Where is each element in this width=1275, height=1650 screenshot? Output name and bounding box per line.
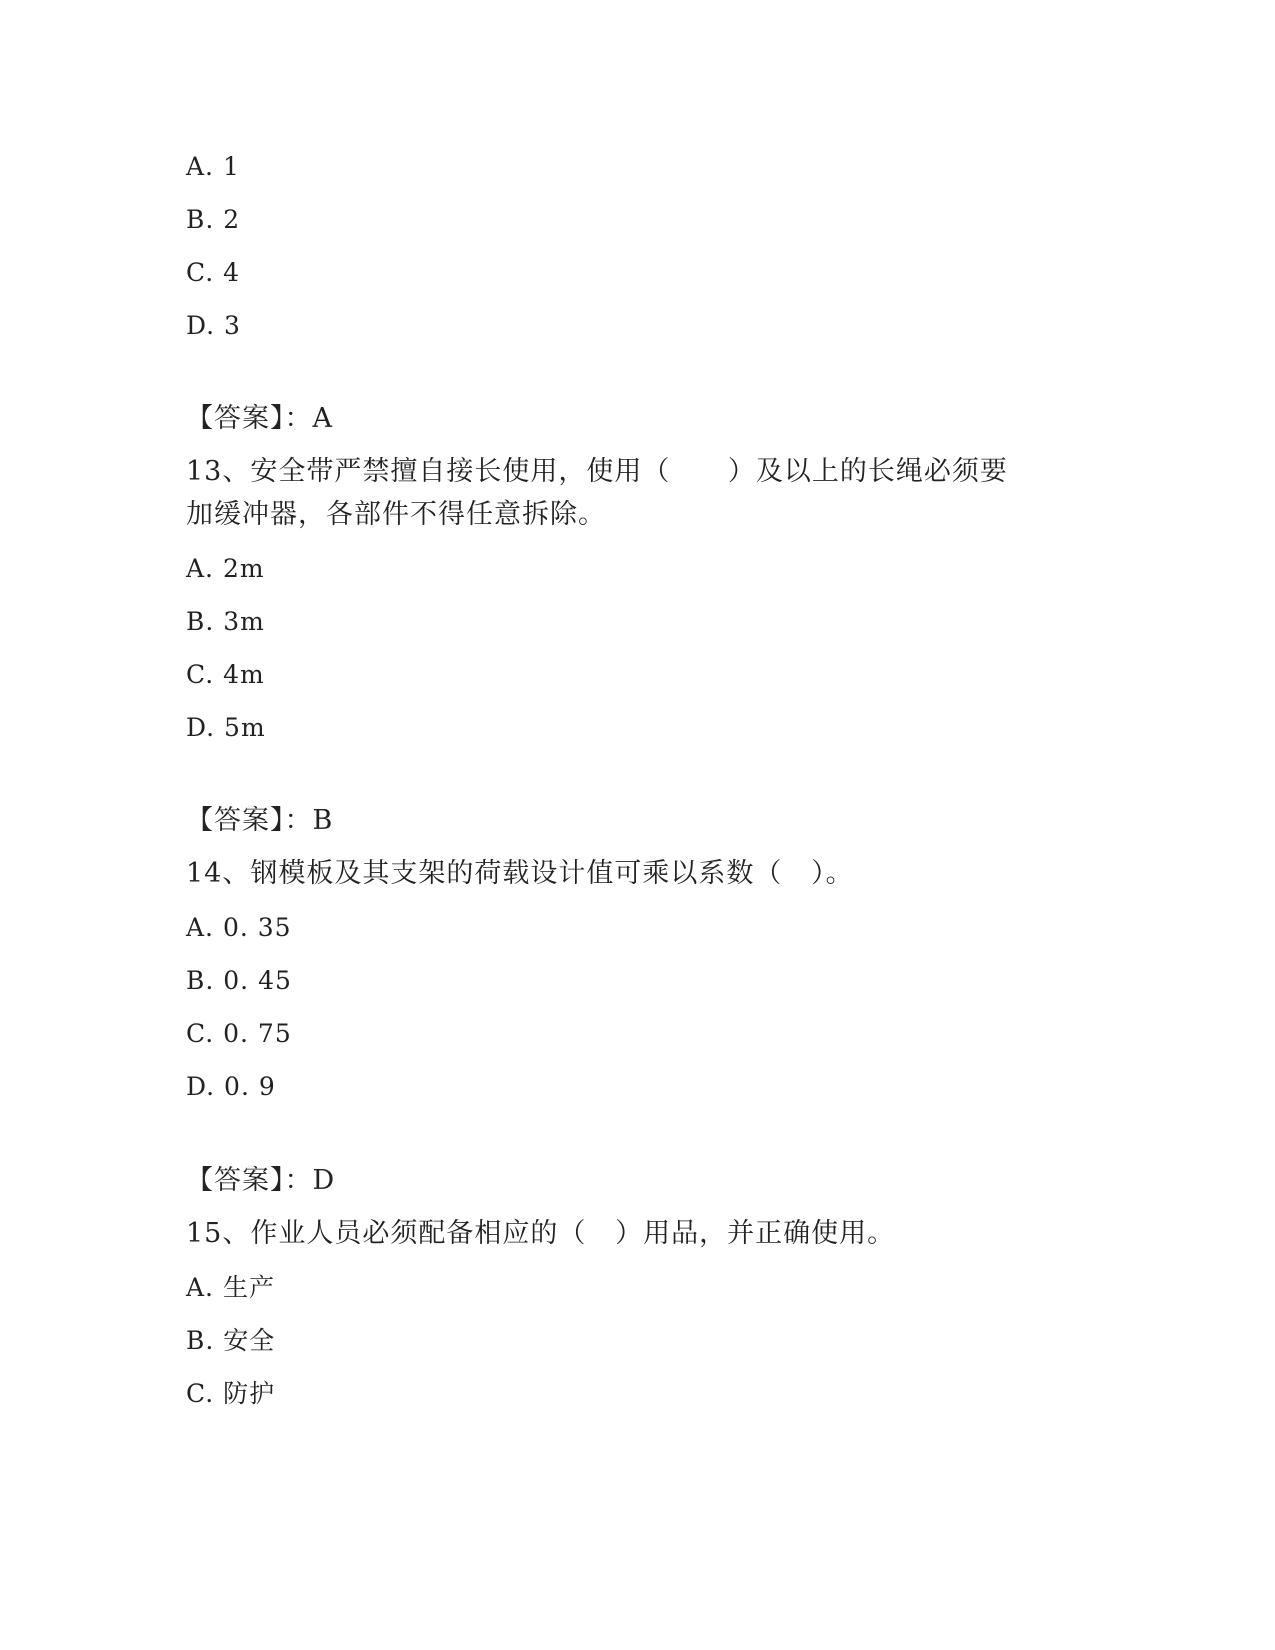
q13-stem-line1: 13、安全带严禁擅自接长使用，使用（ ）及以上的长绳必须要 <box>186 456 1008 487</box>
q13-option-a: A. 2m <box>186 554 265 583</box>
q12-answer: 【答案】：A <box>186 403 333 434</box>
q15-option-b: B. 安全 <box>186 1326 276 1355</box>
q14-option-d: D. 0. 9 <box>186 1072 276 1101</box>
q13-option-b: B. 3m <box>186 607 265 636</box>
q14-option-c: C. 0. 75 <box>186 1019 292 1048</box>
q15-option-a: A. 生产 <box>186 1273 275 1302</box>
q14-stem: 14、钢模板及其支架的荷载设计值可乘以系数（ ）。 <box>186 858 854 889</box>
q14-option-b: B. 0. 45 <box>186 966 292 995</box>
q14-answer: 【答案】：D <box>186 1165 336 1196</box>
q14-option-a: A. 0. 35 <box>186 913 292 942</box>
q13-option-c: C. 4m <box>186 660 265 689</box>
q13-stem-line2: 加缓冲器，各部件不得任意拆除。 <box>186 499 606 530</box>
q15-option-c: C. 防护 <box>186 1379 276 1408</box>
q12-option-c: C. 4 <box>186 258 241 287</box>
q12-option-d: D. 3 <box>186 311 241 340</box>
q13-option-d: D. 5m <box>186 713 266 742</box>
q13-answer: 【答案】：B <box>186 805 334 836</box>
q12-option-a: A. 1 <box>186 152 240 181</box>
q15-stem: 15、作业人员必须配备相应的（ ）用品，并正确使用。 <box>186 1218 896 1249</box>
q12-option-b: B. 2 <box>186 205 241 234</box>
